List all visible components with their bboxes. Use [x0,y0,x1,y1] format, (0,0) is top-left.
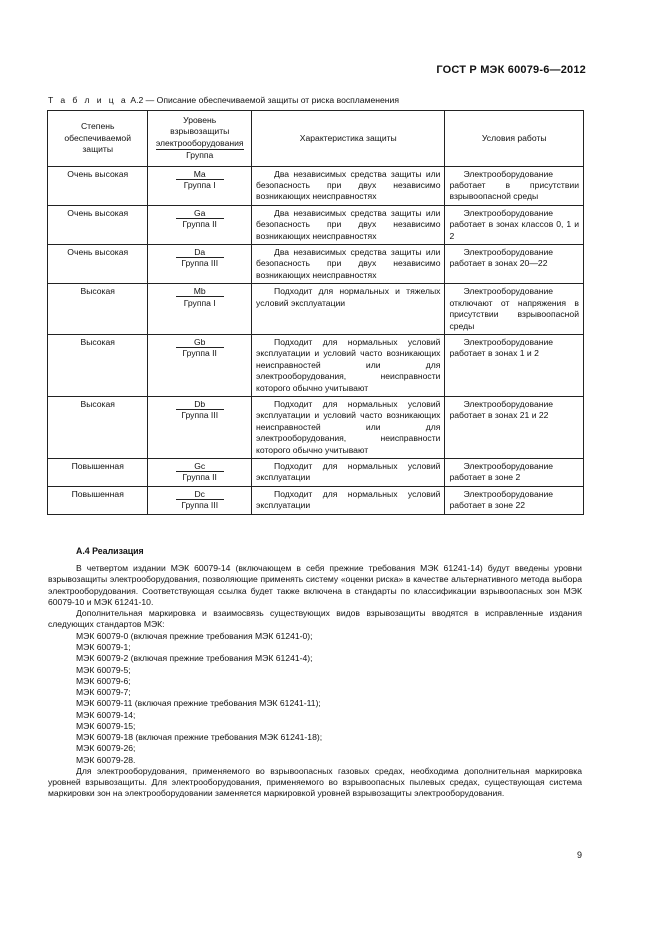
cell-conditions: Электрооборудование работает в зоне 22 [445,486,584,514]
list-item: МЭК 60079-11 (включая прежние требования МЭК 61241-11); [76,698,321,709]
table-row [48,334,584,396]
level-code: Mb [176,286,224,297]
header-level [148,111,252,167]
cell-level [148,334,252,396]
list-item: МЭК 60079-26; [76,743,136,754]
list-item: МЭК 60079-6; [76,675,131,686]
cell-degree: Повышенная [48,458,148,486]
protection-table [47,110,584,515]
cell-degree: Повышенная [48,486,148,514]
paragraph-3: Для электрооборудования, применяемого во взрывоопасных газовых средах, необходима дополнительная маркировка уровней взрывозащиты. Для электрооборудования, применяемого во взрывоопасных пылевых средах, существующая система маркировки зон на электрооборудовании заменяется маркировкой уровней взрывозащиты электрооборудования. [48,765,582,799]
table-row [48,166,584,205]
cell-level [148,284,252,335]
level-group: Группа I [183,297,216,308]
table-row [48,396,584,458]
cell-degree: Очень высокая [48,166,148,205]
level-group: Группа III [181,500,219,511]
section-title: А.4 Реализация [76,546,144,556]
level-code: Gb [176,337,224,348]
cell-degree: Высокая [48,396,148,458]
list-item: МЭК 60079-18 (включая прежние требования МЭК 61241-18); [76,732,323,743]
paragraph-1: В четвертом издании МЭК 60079-14 (включающем в себя прежние требования МЭК 61241-14) будут введены уровни взрывозащиты электрооборудования, позволяющие применять систему «оценки риска» в качестве альтернативного метода выбора электрооборудования. Соответствующая ссылка будет также включена в стандарты по классификации взрывоопасных зон МЭК 60079-10 и МЭК 61241-10. [48,563,582,607]
table-caption-prefix: Т а б л и ц а [48,95,128,105]
table-caption [48,95,399,105]
cell-characteristic: Два независимых средства защиты или безопасность при двух независимо возникающих неисправностях [252,166,445,205]
cell-characteristic: Подходит для нормальных условий эксплуатации [252,458,445,486]
list-item: МЭК 60079-14; [76,709,136,720]
level-group: Группа II [182,219,217,230]
list-item: МЭК 60079-0 (включая прежние требования МЭК 61241-0); [76,630,313,641]
table-row [48,245,584,284]
cell-conditions: Электрооборудование отключают от напряжения в присутствии взрывоопасной среды [445,284,584,335]
cell-conditions: Электрооборудование работает в зонах 21 и 22 [445,396,584,458]
list-item: МЭК 60079-7; [76,687,131,698]
header-level-line3: Группа [186,150,214,161]
table-row [48,205,584,244]
level-code: Ga [176,208,224,219]
cell-characteristic: Подходит для нормальных и тяжелых условий эксплуатации [252,284,445,335]
table-row [48,284,584,335]
header-conditions: Условия работы [445,111,584,167]
level-code: Dc [176,489,224,500]
cell-degree: Очень высокая [48,205,148,244]
level-group: Группа II [182,348,217,359]
cell-characteristic: Подходит для нормальных условий эксплуатации и условий часто возникающих неисправностей или для электрооборудования, неисправности которого обычно учитывают [252,396,445,458]
level-code: Gc [176,461,224,472]
cell-level [148,486,252,514]
cell-conditions: Электрооборудование работает в зонах классов 0, 1 и 2 [445,205,584,244]
cell-conditions: Электрооборудование работает в зоне 2 [445,458,584,486]
cell-conditions: Электрооборудование работает в зонах 1 и 2 [445,334,584,396]
level-group: Группа I [183,180,216,191]
header-degree: Степень обеспечиваемой защиты [48,111,148,167]
paragraph-2: Дополнительная маркировка и взаимосвязь существующих видов взрывозащиты вводятся в исправленные издания следующих стандартов МЭК: [48,608,582,630]
cell-conditions: Электрооборудование работает в зонах 20—22 [445,245,584,284]
header-level-line1: Уровень взрывозащиты [170,115,230,137]
cell-level [148,245,252,284]
level-code: Da [176,247,224,258]
list-item: МЭК 60079-2 (включая прежние требования МЭК 61241-4); [76,653,313,664]
table-row [48,486,584,514]
table-header-row [48,111,584,167]
header-characteristic: Характеристика защиты [252,111,445,167]
cell-characteristic: Два независимых средства защиты или безопасность при двух независимо возникающих неисправностях [252,245,445,284]
cell-characteristic: Подходит для нормальных условий эксплуатации и условий часто возникающих неисправностей или для электрооборудования, неисправности которого обычно учитывают [252,334,445,396]
list-item: МЭК 60079-1; [76,642,131,653]
list-item: МЭК 60079-28. [76,754,136,765]
cell-degree: Высокая [48,334,148,396]
section-body [48,563,582,800]
table-row [48,458,584,486]
list-item: МЭК 60079-5; [76,664,131,675]
cell-level [148,458,252,486]
cell-characteristic: Два независимых средства защиты или безопасность при двух независимо возникающих неисправностях [252,205,445,244]
table-caption-text: А.2 — Описание обеспечиваемой защиты от риска воспламенения [130,95,399,105]
cell-degree: Очень высокая [48,245,148,284]
cell-level [148,166,252,205]
document-header: ГОСТ Р МЭК 60079-6—2012 [436,64,586,76]
standards-list [48,631,582,766]
level-group: Группа III [181,410,219,421]
cell-level [148,396,252,458]
level-group: Группа II [182,472,217,483]
header-level-line2: электрооборудования [156,138,244,150]
page-number: 9 [577,850,583,860]
cell-level [148,205,252,244]
level-code: Ma [176,169,224,180]
list-item: МЭК 60079-15; [76,720,136,731]
cell-degree: Высокая [48,284,148,335]
level-code: Db [176,399,224,410]
level-group: Группа III [181,258,219,269]
cell-conditions: Электрооборудование работает в присутствии взрывоопасной среды [445,166,584,205]
cell-characteristic: Подходит для нормальных условий эксплуатации [252,486,445,514]
